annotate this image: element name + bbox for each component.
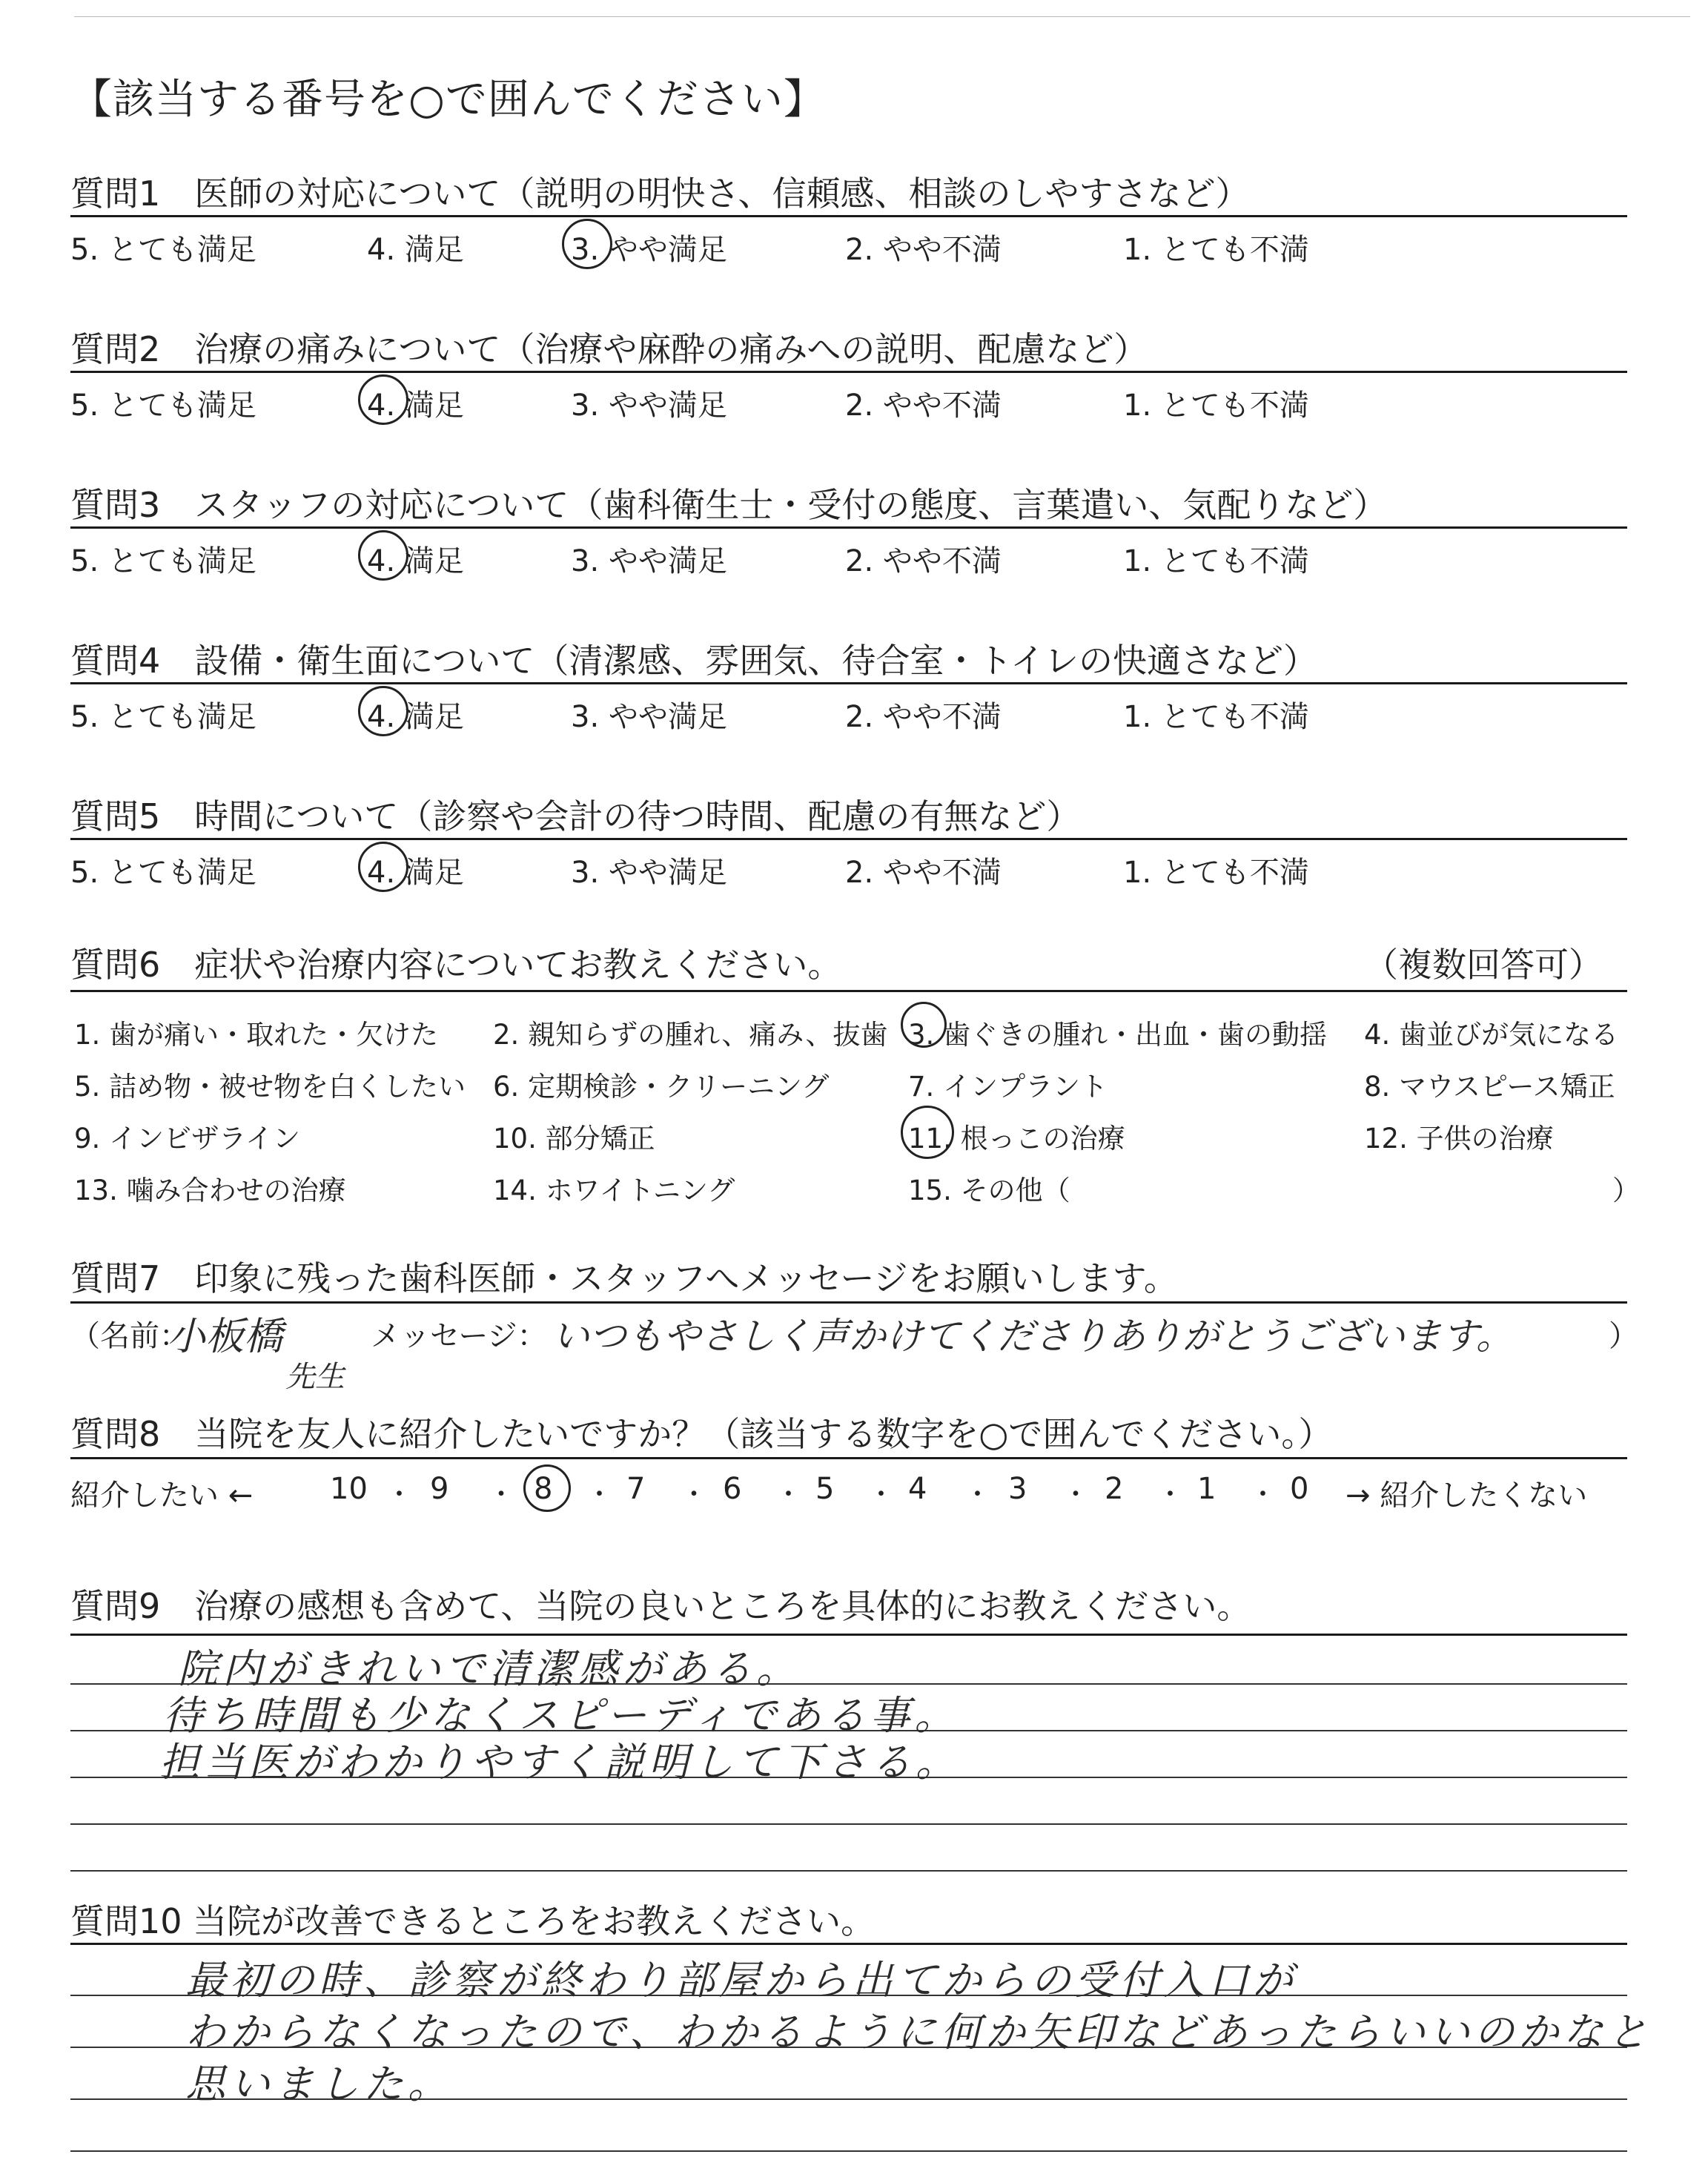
q8-scale-dot: ・ — [385, 1479, 413, 1510]
q8-scale-value[interactable]: 9 — [430, 1472, 449, 1506]
q8-scale-value[interactable]: 5 — [815, 1472, 835, 1506]
q4-title: 質問4 設備・衛生面について（清潔感、雰囲気、待合室・トイレの快適さなど） — [70, 641, 1318, 681]
q2-rule — [70, 371, 1627, 373]
q8-scale-value[interactable]: 3 — [1008, 1472, 1027, 1506]
q4-option[interactable]: 1. とても不満 — [1123, 700, 1309, 734]
q6-option[interactable]: 15. その他（ — [908, 1175, 1070, 1206]
q8-scale-dot: ・ — [681, 1479, 708, 1510]
q9-answer-line: 待ち時間も少なくスピーディである事。 — [163, 1692, 959, 1739]
q7-name-suffix: 先生 — [285, 1360, 345, 1394]
q7-message-label: メッセージ： — [371, 1319, 547, 1353]
q5-option[interactable]: 3. やや満足 — [571, 856, 727, 890]
form-header: 【該当する番号を○で囲んでください】 — [70, 76, 826, 124]
q6-option[interactable]: 6. 定期検診・クリーニング — [493, 1071, 830, 1103]
q8-scale-dot: ・ — [1156, 1479, 1184, 1510]
q7-name-label: （名前： — [70, 1319, 189, 1353]
selected-answer-circle — [901, 1106, 954, 1159]
q2-option[interactable]: 2. やや不満 — [845, 389, 1002, 423]
q6-option[interactable]: 13. 噛み合わせの治療 — [74, 1175, 346, 1206]
q10-answer-line: 最初の時、診察が終わり部屋から出てからの受付入口が — [185, 1957, 1297, 2004]
q1-option[interactable]: 2. やや不満 — [845, 233, 1002, 267]
q8-scale-dot: ・ — [964, 1479, 991, 1510]
q7-rule — [70, 1301, 1627, 1304]
q1-option[interactable]: 1. とても不満 — [1123, 233, 1309, 267]
q8-scale-value[interactable]: 10 — [330, 1472, 368, 1506]
q5-title: 質問5 時間について（診察や会計の待つ時間、配慮の有無など） — [70, 796, 1081, 836]
selected-answer-circle — [358, 530, 408, 581]
q5-option[interactable]: 2. やや不満 — [845, 856, 1002, 890]
q8-left-label: 紹介したい ← — [70, 1479, 254, 1513]
q8-scale-dot: ・ — [488, 1479, 515, 1510]
selected-answer-circle — [901, 1002, 947, 1048]
q1-option[interactable]: 4. 満足 — [367, 233, 464, 267]
q3-option[interactable]: 5. とても満足 — [70, 544, 256, 578]
q10-answer-line: 思いました。 — [185, 2061, 452, 2107]
q9-rule — [70, 1634, 1627, 1636]
q3-rule — [70, 526, 1627, 529]
q8-scale-value[interactable]: 8 — [534, 1472, 553, 1506]
q8-scale-value[interactable]: 1 — [1197, 1472, 1217, 1506]
q8-scale-dot: ・ — [775, 1479, 802, 1510]
q1-title: 質問1 医師の対応について（説明の明快さ、信頼感、相談のしやすさなど） — [70, 174, 1250, 214]
q1-option[interactable]: 5. とても満足 — [70, 233, 256, 267]
q1-rule — [70, 215, 1627, 217]
q4-option[interactable]: 3. やや満足 — [571, 700, 727, 734]
q8-scale-value[interactable]: 7 — [626, 1472, 646, 1506]
q2-option[interactable]: 3. やや満足 — [571, 389, 727, 423]
q8-scale-dot: ・ — [1249, 1479, 1277, 1510]
q2-option[interactable]: 5. とても満足 — [70, 389, 256, 423]
q9-answer-line: 院内がきれいで清潔感がある。 — [178, 1645, 801, 1692]
q1-option[interactable]: 3. やや満足 — [571, 233, 727, 267]
q10-rule — [70, 1943, 1627, 1945]
q7-name-value: 小板橋 — [167, 1315, 283, 1359]
q2-option[interactable]: 1. とても不満 — [1123, 389, 1309, 423]
q8-title: 質問8 当院を友人に紹介したいですか？（該当する数字を○で囲んでください。） — [70, 1414, 1333, 1454]
q4-rule — [70, 682, 1627, 684]
q7-title: 質問7 印象に残った歯科医師・スタッフへメッセージをお願いします。 — [70, 1258, 1178, 1298]
q3-option[interactable]: 4. 満足 — [367, 544, 464, 578]
q4-option[interactable]: 5. とても満足 — [70, 700, 256, 734]
q6-title: 質問6 症状や治療内容についてお教えください。 — [70, 945, 842, 985]
q7-message-value: いつもやさしく声かけてくださりありがとうございます。 — [552, 1315, 1513, 1358]
q6-option[interactable]: 4. 歯並びが気になる — [1364, 1019, 1619, 1051]
q5-option[interactable]: 4. 満足 — [367, 856, 464, 890]
page-top-border — [74, 16, 1690, 17]
q8-scale-dot: ・ — [867, 1479, 895, 1510]
q6-option[interactable]: 14. ホワイトニング — [493, 1175, 735, 1206]
q5-rule — [70, 838, 1627, 840]
q8-scale-value[interactable]: 2 — [1105, 1472, 1124, 1506]
q6-option[interactable]: 7. インプラント — [908, 1071, 1108, 1103]
q6-option[interactable]: 2. 親知らずの腫れ、痛み、抜歯 — [493, 1019, 888, 1051]
q4-option[interactable]: 2. やや不満 — [845, 700, 1002, 734]
selected-answer-circle — [562, 219, 612, 269]
q3-option[interactable]: 3. やや満足 — [571, 544, 727, 578]
q9-answer-rule — [70, 1870, 1627, 1872]
q4-option[interactable]: 4. 満足 — [367, 700, 464, 734]
q6-option[interactable]: 5. 詰め物・被せ物を白くしたい — [74, 1071, 466, 1103]
q10-answer-line: わからなくなったので、わかるように何か矢印などあったらいいのかなと — [185, 2009, 1652, 2055]
selected-answer-circle — [358, 686, 408, 736]
q9-answer-line: 担当医がわかりやすく説明して下さる。 — [159, 1739, 960, 1786]
q7-close-paren: ） — [1609, 1319, 1638, 1353]
selected-answer-circle — [358, 374, 408, 425]
q8-scale-value[interactable]: 4 — [908, 1472, 927, 1506]
q2-option[interactable]: 4. 満足 — [367, 389, 464, 423]
q8-right-label: → 紹介したくない — [1345, 1479, 1588, 1513]
q6-option[interactable]: ） — [1612, 1175, 1640, 1206]
q6-rule — [70, 990, 1627, 992]
q6-note: （複数回答可） — [1364, 945, 1603, 985]
q6-option[interactable]: 1. 歯が痛い・取れた・欠けた — [74, 1019, 439, 1051]
q6-option[interactable]: 12. 子供の治療 — [1364, 1123, 1554, 1155]
q3-title: 質問3 スタッフの対応について（歯科衛生士・受付の態度、言葉遣い、気配りなど） — [70, 485, 1388, 525]
selected-answer-circle — [523, 1464, 571, 1512]
q10-answer-rule — [70, 2150, 1627, 2152]
q6-option[interactable]: 11. 根っこの治療 — [908, 1123, 1125, 1155]
q6-option[interactable]: 3. 歯ぐきの腫れ・出血・歯の動揺 — [908, 1019, 1328, 1051]
selected-answer-circle — [358, 842, 408, 892]
q6-option[interactable]: 8. マウスピース矯正 — [1364, 1071, 1615, 1103]
q6-option[interactable]: 9. インビザライン — [74, 1123, 300, 1155]
q2-title: 質問2 治療の痛みについて（治療や麻酔の痛みへの説明、配慮など） — [70, 329, 1148, 369]
q5-option[interactable]: 1. とても不満 — [1123, 856, 1309, 890]
q8-rule — [70, 1457, 1627, 1459]
q10-title: 質問10 当院が改善できるところをお教えください。 — [70, 1901, 875, 1941]
q5-option[interactable]: 5. とても満足 — [70, 856, 256, 890]
q8-scale-dot: ・ — [1062, 1479, 1090, 1510]
q9-title: 質問9 治療の感想も含めて、当院の良いところを具体的にお教えください。 — [70, 1586, 1251, 1626]
q3-option[interactable]: 2. やや不満 — [845, 544, 1002, 578]
q3-option[interactable]: 1. とても不満 — [1123, 544, 1309, 578]
q8-scale-value[interactable]: 6 — [723, 1472, 742, 1506]
q8-scale-value[interactable]: 0 — [1290, 1472, 1309, 1506]
q9-answer-rule — [70, 1823, 1627, 1825]
q6-option[interactable]: 10. 部分矯正 — [493, 1123, 655, 1155]
q8-scale-dot: ・ — [586, 1479, 613, 1510]
